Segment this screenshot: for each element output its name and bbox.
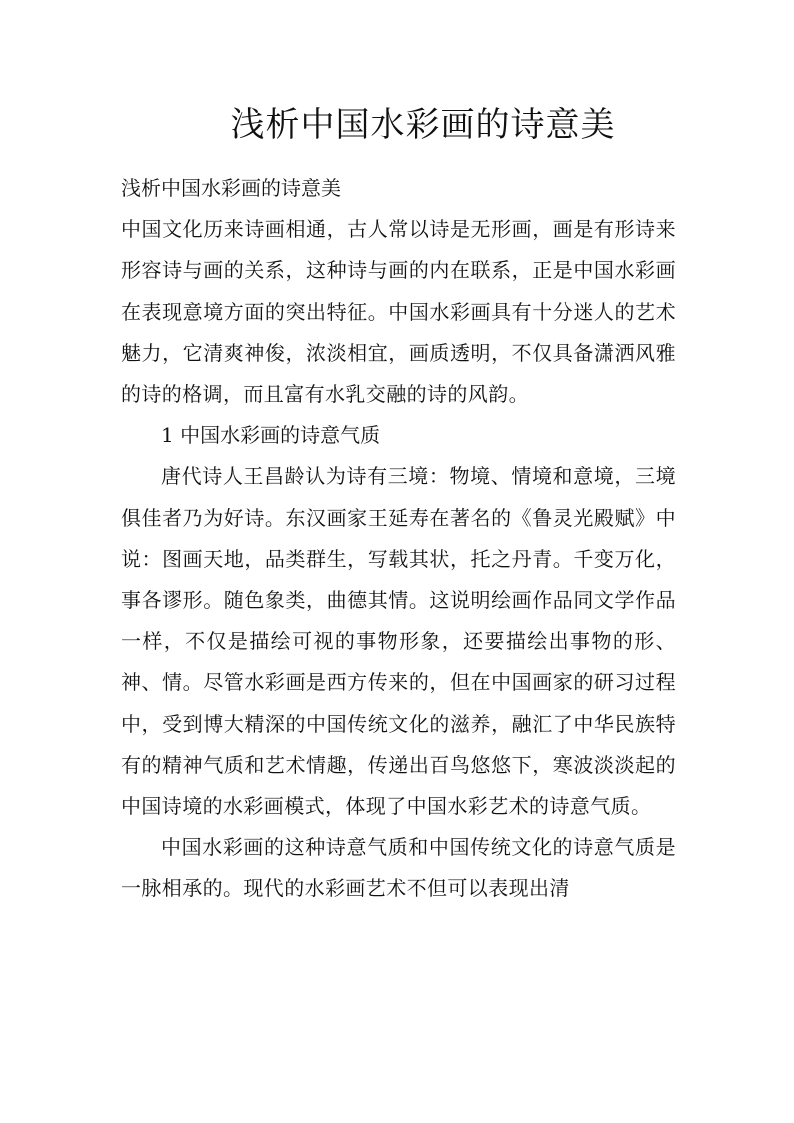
document-title: 浅析中国水彩画的诗意美 [230, 105, 616, 145]
section-paragraph-1: 唐代诗人王昌龄认为诗有三境：物境、情境和意境，三境俱佳者乃为好诗。东汉画家王延寿在著名的《鲁灵光殿赋》中说：图画天地，品类群生，写载其状，托之丹青。千变万化，事各谬形。随色象类，曲德其情。这说明绘画作品同文学作品一样，不仅是描绘可视的事物形象，还要描绘出事物的形、神、情。尽管水彩画是西方传来的，但在中国画家的研习过程中，受到博大精深的中国传统文化的滋养，融汇了中华民族特有的精神气质和艺术情趣，传递出百鸟悠悠下，寒波淡淡起的中国诗境的水彩画模式，体现了中国水彩艺术的诗意气质。 [121, 464, 676, 819]
section-paragraph-2: 中国水彩画的这种诗意气质和中国传统文化的诗意气质是一脉相承的。现代的水彩画艺术不但可以表现出清 [121, 835, 676, 901]
section-heading: 1 中国水彩画的诗意气质 [161, 423, 381, 448]
intro-paragraph: 中国文化历来诗画相通，古人常以诗是无形画，画是有形诗来形容诗与画的关系，这种诗与画的内在联系，正是中国水彩画在表现意境方面的突出特征。中国水彩画具有十分迷人的艺术魅力，它清爽神俊，浓淡相宜，画质透明，不仅具备潇洒风雅的诗的格调，而且富有水乳交融的诗的风韵。 [121, 217, 676, 407]
document-body [121, 168, 676, 910]
document-subtitle: 浅析中国水彩画的诗意美 [121, 176, 341, 200]
